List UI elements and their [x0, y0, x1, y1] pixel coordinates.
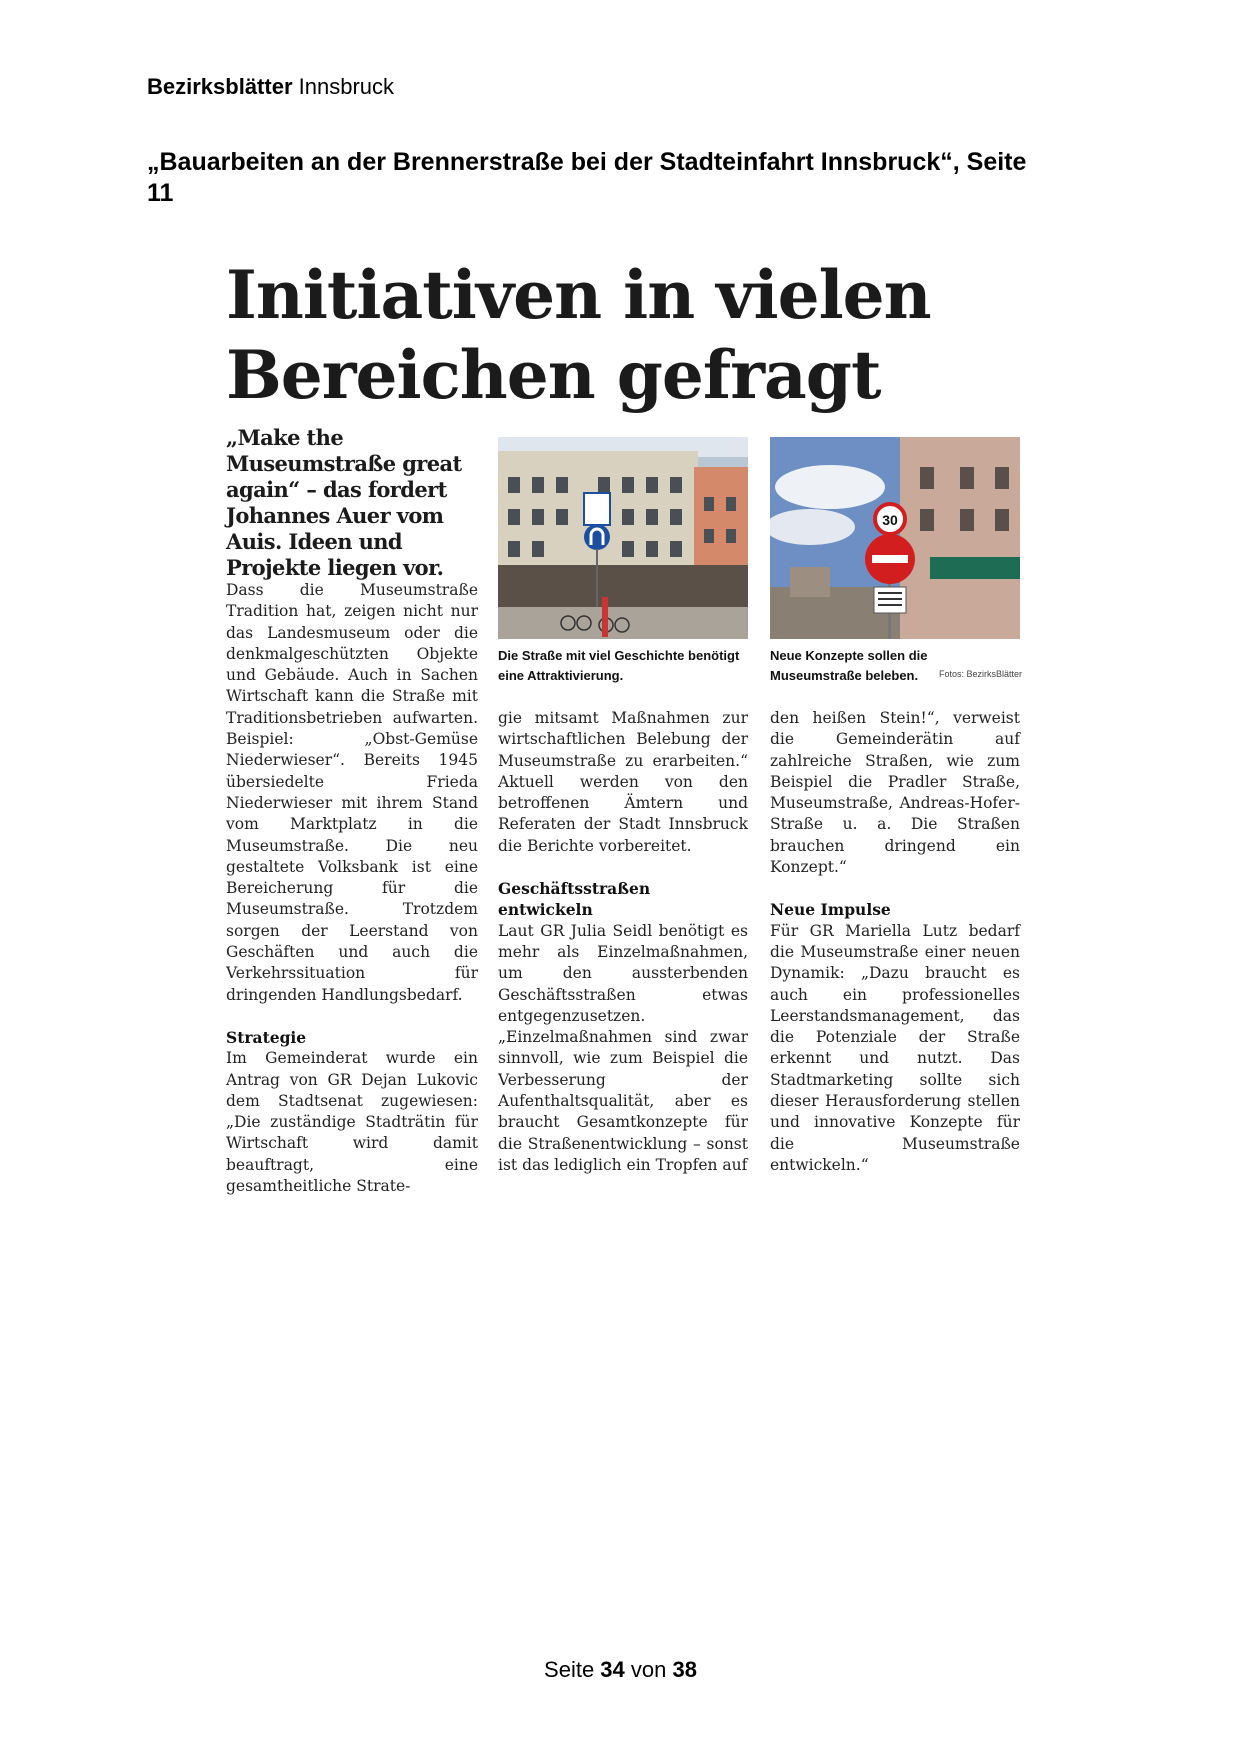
subhead-neue-impulse: Neue Impulse: [770, 900, 891, 920]
column-1: [226, 580, 478, 1197]
caption-photo-1: Die Straße mit viel Geschichte benötigt eine Attraktivierung.: [498, 648, 740, 683]
article-intro: „Make the Museumstraße great again“ – das fordert Johannes Auer vom Auis. Ideen und Projekte liegen vor.: [226, 425, 462, 580]
footer-middle: von: [624, 1657, 673, 1682]
col3-paragraph-2: Für GR Mariella Lutz bedarf die Museumstraße einer neuen Dynamik: „Dazu braucht es auch ein professionelles Leerstandsmanagement, das die Potenziale der Straße erkennt und nutzt. Das Stadtmarketing sollte sich dieser Herausforderung stellen und innovative Konzepte für die Museumstraße entwickeln.“: [770, 921, 1020, 1174]
page-footer: [0, 1657, 1241, 1683]
headline-line-1: Initiativen in vielen: [226, 256, 931, 334]
document-title: „Bauarbeiten an der Brennerstraße bei der Stadteinfahrt Innsbruck“, Seite 11: [147, 148, 1027, 207]
column-2: [498, 708, 748, 1176]
caption-photo-2: Neue Konzepte sollen die Museumstraße beleben.: [770, 648, 928, 683]
subhead-geschaeftsstrassen: Geschäftsstraßen entwickeln: [498, 879, 651, 920]
subhead-strategie: Strategie: [226, 1027, 307, 1047]
photo-street-sign: [770, 437, 1020, 639]
col3-paragraph-1: den heißen Stein!“, verweist die Gemeinderätin auf zahlreiche Straßen, wie zum Beispiel die Pradler Straße, Museumstraße, Andreas-Hofer-Straße u. a. Die Straßen brauchen dringend ein Konzept.“: [770, 709, 1020, 877]
speed-limit-number: 30: [882, 512, 898, 528]
col1-paragraph-1: Dass die Museumstraße Tradition hat, zeigen nicht nur das Landesmuseum oder die denkmalgeschützten Objekte und Gebäude. Auch in Sachen Wirtschaft kann die Straße mit Traditionsbetrieben aufwarten. Beispiel: „Obst-Gemüse Niederwieser“. Bereits 1945 übersiedelte Frieda Niederwieser mit ihrem Stand vom Marktplatz in die Museumstraße. Die neu gestaltete Volksbank ist eine Bereicherung für die Museumstraße. Trotzdem sorgen der Leerstand von Geschäften und auch die Verkehrssituation für dringenden Handlungsbedarf.: [226, 581, 478, 1004]
source-line: [147, 74, 394, 100]
col2-paragraph-1: gie mitsamt Maßnahmen zur wirtschaftlichen Belebung der Museumstraße zu erarbeiten.“ Aktuell werden von den betroffenen Ämtern und Referaten der Stadt Innsbruck die Berichte vorbereitet.: [498, 709, 748, 855]
photo-credit: Fotos: BezirksBlätter: [938, 669, 1022, 679]
article-headline: [226, 255, 1022, 415]
footer-prefix: Seite: [544, 1657, 601, 1682]
headline-line-2: Bereichen gefragt: [226, 336, 881, 414]
footer-page-total: 38: [672, 1657, 697, 1682]
building-photo-illustration: [498, 437, 748, 639]
col1-paragraph-2: Im Gemeinderat wurde ein Antrag von GR Dejan Lukovic dem Stadtsenat zugewiesen: „Die zuständige Stadträtin für Wirtschaft wird damit beauftragt, eine gesamtheitliche Strate-: [226, 1049, 478, 1196]
source-region: Innsbruck: [292, 74, 395, 99]
street-photo-illustration: [770, 437, 1020, 639]
photo-building: [498, 437, 748, 639]
footer-page-number: 34: [600, 1657, 625, 1682]
column-3: [770, 708, 1020, 1176]
newspaper-clipping: [226, 255, 1022, 1196]
source-publication: Bezirksblätter: [147, 74, 293, 99]
col2-paragraph-2: Laut GR Julia Seidl benötigt es mehr als Einzelmaßnahmen, um den aussterbenden Geschäftsstraßen etwas entgegenzusetzen. „Einzelmaßnahmen sind zwar sinnvoll, wie zum Beispiel die Verbesserung der Aufenthaltsqualität, aber es braucht Gesamtkonzepte für die Straßenentwicklung – sonst ist das lediglich ein Tropfen auf: [498, 921, 748, 1174]
